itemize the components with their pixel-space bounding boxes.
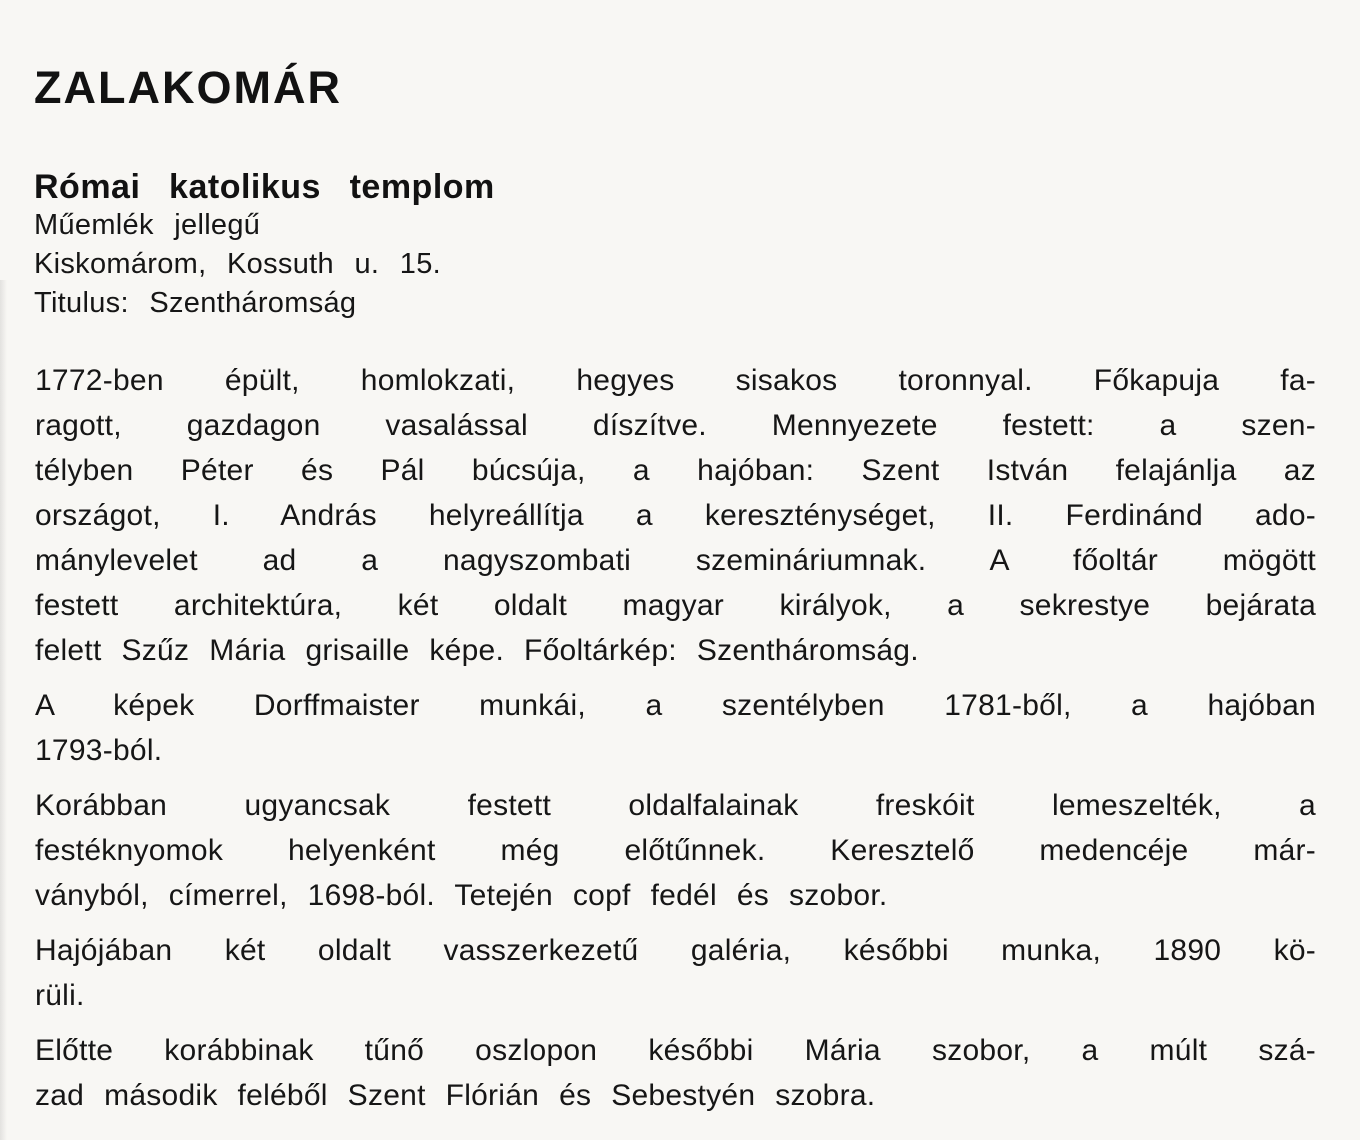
text-line: ragott, gazdagon vasalással díszítve. Mennyezete festett: a szen- — [35, 409, 1316, 442]
monument-meta-block — [34, 206, 441, 323]
text-line: rüli. — [35, 979, 85, 1012]
meta-line-titulus: Titulus: Szentháromság — [34, 287, 357, 319]
paragraph — [35, 358, 1316, 673]
text-line: országot, I. András helyreállítja a kereszténységet, II. Ferdinánd ado- — [35, 499, 1316, 532]
text-line: felett Szűz Mária grisaille képe. Főoltárkép: Szentháromság. — [35, 634, 919, 667]
meta-line-designation: Műemlék jellegű — [34, 209, 261, 241]
text-line: Korábban ugyancsak festett oldalfalainak freskóit lemeszelték, a — [35, 789, 1316, 822]
meta-line-address: Kiskomárom, Kossuth u. 15. — [34, 248, 441, 280]
text-line: zad második feléből Szent Flórián és Sebestyén szobra. — [35, 1079, 876, 1112]
text-line: 1772-ben épült, homlokzati, hegyes sisakos toronnyal. Főkapuja fa- — [35, 364, 1316, 397]
text-line: télyben Péter és Pál búcsúja, a hajóban: Szent István felajánlja az — [35, 454, 1316, 487]
text-line: festéknyomok helyenként még előtűnnek. Keresztelő medencéje már- — [35, 834, 1316, 867]
text-line: Előtte korábbinak tűnő oszlopon későbbi Mária szobor, a múlt szá- — [35, 1034, 1316, 1067]
text-line: mánylevelet ad a nagyszombati szemináriumnak. A főoltár mögött — [35, 544, 1316, 577]
scan-edge-artifact — [0, 280, 7, 1140]
page-title: ZALAKOMÁR — [34, 62, 342, 114]
description-text — [35, 358, 1316, 1128]
text-line: 1793-ból. — [35, 734, 163, 767]
paragraph — [35, 683, 1316, 773]
text-line: ványból, címerrel, 1698-ból. Tetején copf fedél és szobor. — [35, 879, 888, 912]
paragraph — [35, 928, 1316, 1018]
text-line: A képek Dorffmaister munkái, a szentélyben 1781-ből, a hajóban — [35, 689, 1316, 722]
paragraph — [35, 783, 1316, 918]
paragraph — [35, 1028, 1316, 1118]
text-line: Hajójában két oldalt vasszerkezetű galéria, későbbi munka, 1890 kö- — [35, 934, 1316, 967]
section-title: Római katolikus templom — [34, 168, 495, 207]
text-line: festett architektúra, két oldalt magyar királyok, a sekrestye bejárata — [35, 589, 1316, 622]
